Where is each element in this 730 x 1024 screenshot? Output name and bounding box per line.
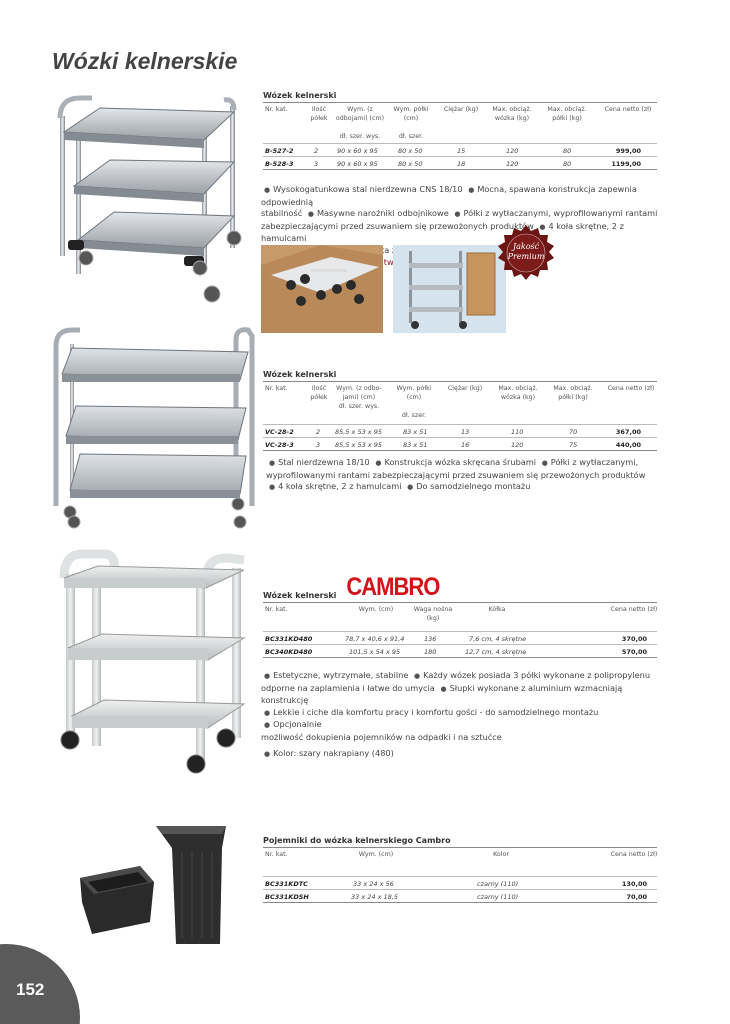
table-row: VC-28-2 2 85,5 x 53 x 95 83 x 51 13 110 70 367,00 bbox=[263, 424, 657, 437]
steel-cart-image-2 bbox=[52, 326, 257, 532]
section-title: Wózek kelnerski bbox=[263, 370, 337, 379]
section-title: Wózek kelnerski bbox=[263, 591, 337, 600]
section-title: Pojemniki do wózka kelnerskiego Cambro bbox=[263, 836, 451, 845]
cambro-bins-image bbox=[78, 822, 230, 948]
table-header: Nr. kat. Wym. (cm) Waga nośna (kg) Kółka Cena netto (zł) bbox=[265, 606, 658, 622]
table-header: Nr. kat. Ilość półek Wym. (z odbo- jami) (cm) dł. szer. wys. Wym. półki (cm) dł. szer. Ciężar (kg) Max. obciąż. wózka (kg) Max. obciąż. półki (kg) Cena netto (zł) bbox=[265, 385, 655, 419]
features-3: ● Estetyczne, wytrzymałe, stabilne ● Każdy wózek posiada 3 półki wykonane z polipropylenu odporne na zaplamienia i łatwe do umycia ● Słupki wykonane z aluminium wzmacniają konstrukcję ● Lekkie i ciche dla komfortu pracy i komfortu gości - do samodzielnego montażu ● Opcjonalnie możliwość dokupienia pojemników na odpadki i na sztućce ● Kolor: szary nakrapiany (480) bbox=[261, 670, 651, 758]
cart-with-box-image bbox=[393, 245, 506, 333]
bins-table bbox=[263, 833, 657, 903]
features-2: ● Stal nierdzewna 18/10 ● Konstrukcja wózka skręcana śrubami ● Półki z wytłaczanymi, wyprofilowanymi rantami zabezpieczającymi przed zsuwaniem się przewożonych produktów ● 4 koła skrętne, 2 z hamulcami ● Do samodzielnego montażu bbox=[266, 457, 646, 491]
page-number: 152 bbox=[16, 980, 45, 999]
steel-cart-image-1 bbox=[52, 90, 252, 305]
table-header: Nr. kat. Ilość półek Wym. (z odbojami) (cm) dł. szer. wys. Wym. półki (cm) dł. szer. Ciężar (kg) Max. obciąż. wózka (kg) Max. obciąż. półki (kg) Cena netto (zł) bbox=[265, 106, 652, 140]
table-row: B-528-3 3 90 x 60 x 95 80 x 50 18 120 80 1199,00 bbox=[263, 156, 657, 169]
table-row: VC-28-3 3 85,5 x 53 x 95 83 x 51 16 120 75 440,00 bbox=[263, 437, 657, 450]
svg-text:Jakość: Jakość bbox=[512, 242, 540, 251]
table-row: BC340KD480 101,5 x 54 x 95 180 12,7 cm, 4 skrętne 570,00 bbox=[263, 644, 657, 657]
flat-package-image bbox=[261, 245, 383, 333]
page-title: Wózki kelnerskie bbox=[52, 48, 238, 74]
table-row: B-527-2 2 90 x 60 x 95 80 x 50 15 120 80 999,00 bbox=[263, 143, 657, 156]
table-row: BC331KD480 78,7 x 40,6 x 91,4 136 7,6 cm, 4 skrętne 370,00 bbox=[263, 631, 657, 644]
cart-table-1 bbox=[263, 88, 657, 170]
cart-table-2 bbox=[263, 367, 657, 451]
table-header: Nr. kat. Wym. (cm) Kolor Cena netto (zł) bbox=[265, 851, 658, 858]
section-title: Wózek kelnerski bbox=[263, 91, 337, 100]
cambro-cart-image bbox=[58, 548, 250, 776]
features-1: ● Wysokogatunkowa stal nierdzewna CNS 18/10 ● Mocna, spawana konstrukcja zapewnia odpowiednią stabilność ● Masywne narożniki odbojnikowe ● Półki z wytłaczanymi, wyprofilowanymi rantami zabezpieczającymi przed zsuwaniem się przewożonych produktów ● 4 koła skrętne, 2 z hamulcami bbox=[261, 184, 658, 243]
table-row: BC331KDSH 33 x 24 x 18,5 czarny (110) 70,00 bbox=[263, 889, 657, 902]
cart-table-3 bbox=[263, 572, 658, 658]
table-row: BC331KDTC 33 x 24 x 56 czarny (110) 130,00 bbox=[263, 876, 657, 889]
svg-text:Premium: Premium bbox=[507, 252, 545, 261]
premium-quality-badge bbox=[497, 224, 555, 282]
cambro-logo: CAMBRO bbox=[346, 572, 440, 601]
